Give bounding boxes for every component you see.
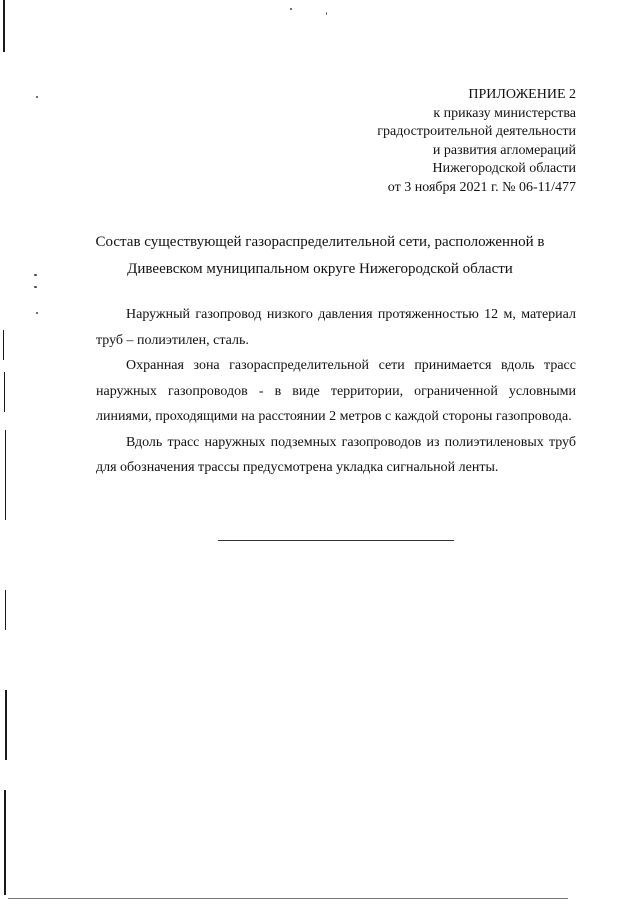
- document-title: [60, 229, 580, 283]
- scan-speck: [290, 8, 292, 10]
- scan-left-edge-bottom: [4, 790, 6, 895]
- document-title-line: Дивеевском муниципальном округе Нижегородской области: [127, 261, 513, 277]
- appendix-header: [377, 86, 576, 197]
- appendix-number: ПРИЛОЖЕНИЕ 2: [468, 87, 576, 102]
- scan-left-edge-mark-4: [5, 690, 7, 760]
- body-paragraph: Вдоль трасс наружных подземных газопроводов из полиэтиленовых труб для обозначения трассы предусмотрена укладка сигнальной ленты.: [96, 434, 576, 475]
- body-paragraph: Охранная зона газораспределительной сети принимается вдоль трасс наружных газопроводов - в виде территории, ограниченной условными линиями, проходящими на расстоянии 2 метров с каждой стороны газопровода.: [96, 358, 576, 424]
- scan-speck: [34, 286, 37, 288]
- scan-speck: [326, 12, 327, 15]
- scan-left-edge-mark-1: [4, 372, 5, 412]
- scan-bottom-edge: [8, 898, 568, 899]
- document-body: [96, 302, 576, 481]
- document-title-line: Состав существующей газораспределительной сети, расположенной в: [95, 234, 545, 250]
- appendix-ministry-line: градостроительной деятельности: [377, 124, 576, 139]
- appendix-region-line: Нижегородской области: [432, 161, 576, 176]
- scan-speck: [36, 96, 38, 98]
- scan-speck: [34, 274, 37, 276]
- appendix-date-number: от 3 ноября 2021 г. № 06-11/477: [387, 179, 576, 195]
- appendix-ministry-line: и развития агломераций: [432, 142, 576, 158]
- scan-left-edge-top: [3, 0, 5, 52]
- scan-left-edge-mark-2: [5, 430, 6, 520]
- scan-left-edge-mark-3: [5, 590, 6, 630]
- body-paragraph: Наружный газопровод низкого давления протяженностью 12 м, материал труб – полиэтилен, сталь.: [96, 307, 576, 348]
- scan-left-edge-mid: [3, 330, 4, 360]
- appendix-order-line: к приказу министерства: [433, 105, 576, 121]
- scan-speck: [36, 312, 38, 314]
- closing-divider: [218, 540, 454, 541]
